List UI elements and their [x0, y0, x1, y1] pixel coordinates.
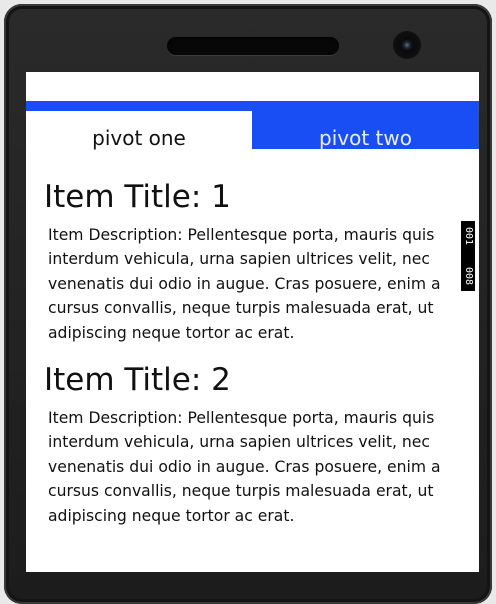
item-title: Item Title: 1 [44, 179, 231, 215]
tab-label: pivot two [319, 126, 412, 150]
speaker-grille [167, 37, 339, 55]
tab-pivot-one[interactable] [26, 111, 252, 149]
tab-pivot-two[interactable] [252, 111, 479, 149]
item-description: Item Description: Pellentesque porta, mauris quis interdum vehicula, urna sapien ultrices velit, nec venenatis dui odio in augue. Cras posuere, enim a cursus convallis, neque turpis malesuada erat, ut adipiscing neque tortor ac erat. [48, 409, 441, 525]
accent-band [26, 101, 479, 111]
camera-icon [393, 31, 421, 59]
frame-rate-counter [461, 221, 475, 291]
status-bar [26, 72, 479, 101]
tab-label: pivot one [92, 126, 186, 150]
item-title: Item Title: 2 [44, 362, 231, 398]
counter-top-value: 001 [463, 227, 474, 246]
phone-frame [4, 4, 492, 604]
app-screen [26, 72, 479, 572]
item-description: Item Description: Pellentesque porta, mauris quis interdum vehicula, urna sapien ultrices velit, nec venenatis dui odio in augue. Cras posuere, enim a cursus convallis, neque turpis malesuada erat, ut adipiscing neque tortor ac erat. [48, 226, 441, 342]
counter-bottom-value: 008 [463, 266, 474, 285]
